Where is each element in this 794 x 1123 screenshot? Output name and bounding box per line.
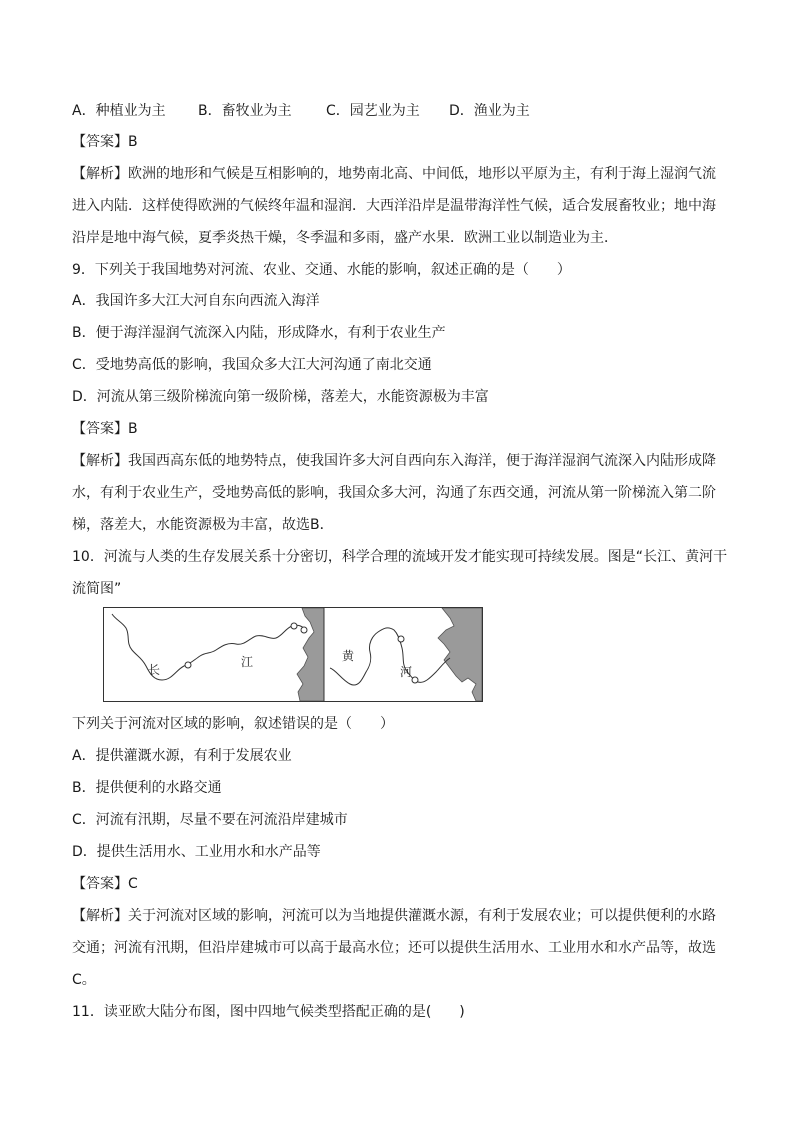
q10-stem-line-1: 10．河流与人类的生存发展关系十分密切，科学合理的流域开发才能实现可持续发展。图是“长江、黄河干 — [72, 549, 728, 565]
city-marker — [412, 677, 418, 683]
city-marker — [185, 662, 191, 668]
city-marker — [301, 627, 307, 633]
q9-answer: 【答案】B — [72, 421, 138, 437]
city-marker — [291, 623, 297, 629]
city-marker — [398, 636, 404, 642]
yangtze-panel — [112, 608, 324, 701]
q10-question: 下列关于河流对区域的影响，叙述错误的是（ ） — [72, 716, 394, 732]
q9-option-d: D．河流从第三级阶梯流向第一级阶梯，落差大，水能资源极为丰富 — [72, 389, 489, 405]
yellow-river-panel — [330, 608, 482, 701]
q9-analysis-line-2: 水，有利于农业生产，受地势高低的影响，我国众多大河，沟通了东西交通，河流从第一阶梯流入第二阶 — [72, 485, 716, 501]
q9-analysis-line-3: 梯，落差大，水能资源极为丰富，故选B． — [72, 517, 334, 533]
q10-option-c: C．河流有汛期，尽量不要在河流沿岸建城市 — [72, 812, 348, 828]
q10-answer: 【答案】C — [72, 876, 138, 892]
q8-option-a: A．种植业为主 — [72, 103, 166, 119]
q9-option-c: C．受地势高低的影响，我国众多大江大河沟通了南北交通 — [72, 357, 432, 373]
q8-analysis-line-2: 进入内陆．这样使得欧洲的气候终年温和湿润．大西洋沿岸是温带海洋性气候，适合发展畜牧业；地中海 — [72, 198, 716, 214]
yangtze-label-2: 江 — [241, 655, 254, 669]
q10-stem-line-2: 流简图” — [72, 581, 122, 597]
q10-analysis-line-3: C。 — [72, 972, 96, 988]
q10-analysis-line-2: 交通；河流有汛期，但沿岸建城市可以高于最高水位；还可以提供生活用水、工业用水和水产品等，故选 — [72, 940, 716, 956]
yellow-river-label-2: 河 — [400, 665, 413, 679]
q10-option-b: B．提供便利的水路交通 — [72, 780, 222, 796]
q8-analysis-line-1: 【解析】欧洲的地形和气候是互相影响的，地势南北高、中间低，地形以平原为主，有利于海上湿润气流 — [72, 166, 716, 182]
yangtze-coast-sea — [297, 608, 324, 701]
rivers-figure — [103, 607, 483, 702]
q8-option-c: C．园艺业为主 — [326, 103, 420, 119]
q8-option-d: D．渔业为主 — [449, 103, 530, 119]
q9-option-b: B．便于海洋湿润气流深入内陆，形成降水，有利于农业生产 — [72, 325, 446, 341]
q8-analysis-line-3: 沿岸是地中海气候，夏季炎热干燥，冬季温和多雨，盛产水果．欧洲工业以制造业为主． — [72, 230, 618, 246]
q8-answer: 【答案】B — [72, 134, 138, 150]
yangtze-label-1: 长 — [148, 663, 161, 677]
yangtze-river — [112, 614, 306, 680]
q9-stem: 9．下列关于我国地势对河流、农业、交通、水能的影响，叙述正确的是（ ） — [72, 262, 571, 278]
q11-stem: 11．读亚欧大陆分布图，图中四地气候类型搭配正确的是( ) — [72, 1004, 465, 1020]
bohai-sea — [438, 608, 482, 701]
q9-analysis-line-1: 【解析】我国西高东低的地势特点，使我国许多大河自西向东入海洋，便于海洋湿润气流深入内陆形成降 — [72, 453, 716, 469]
q10-option-a: A．提供灌溉水源，有利于发展农业 — [72, 748, 292, 764]
q10-option-d: D．提供生活用水、工业用水和水产品等 — [72, 844, 321, 860]
yellow-river-label-1: 黄 — [342, 649, 355, 663]
q10-analysis-line-1: 【解析】关于河流对区域的影响，河流可以为当地提供灌溉水源，有利于发展农业；可以提供便利的水路 — [72, 908, 716, 924]
q8-options — [72, 101, 530, 121]
q9-option-a: A．我国许多大江大河自东向西流入海洋 — [72, 293, 320, 309]
q8-option-b: B．畜牧业为主 — [198, 103, 292, 119]
rivers-map — [104, 608, 482, 701]
